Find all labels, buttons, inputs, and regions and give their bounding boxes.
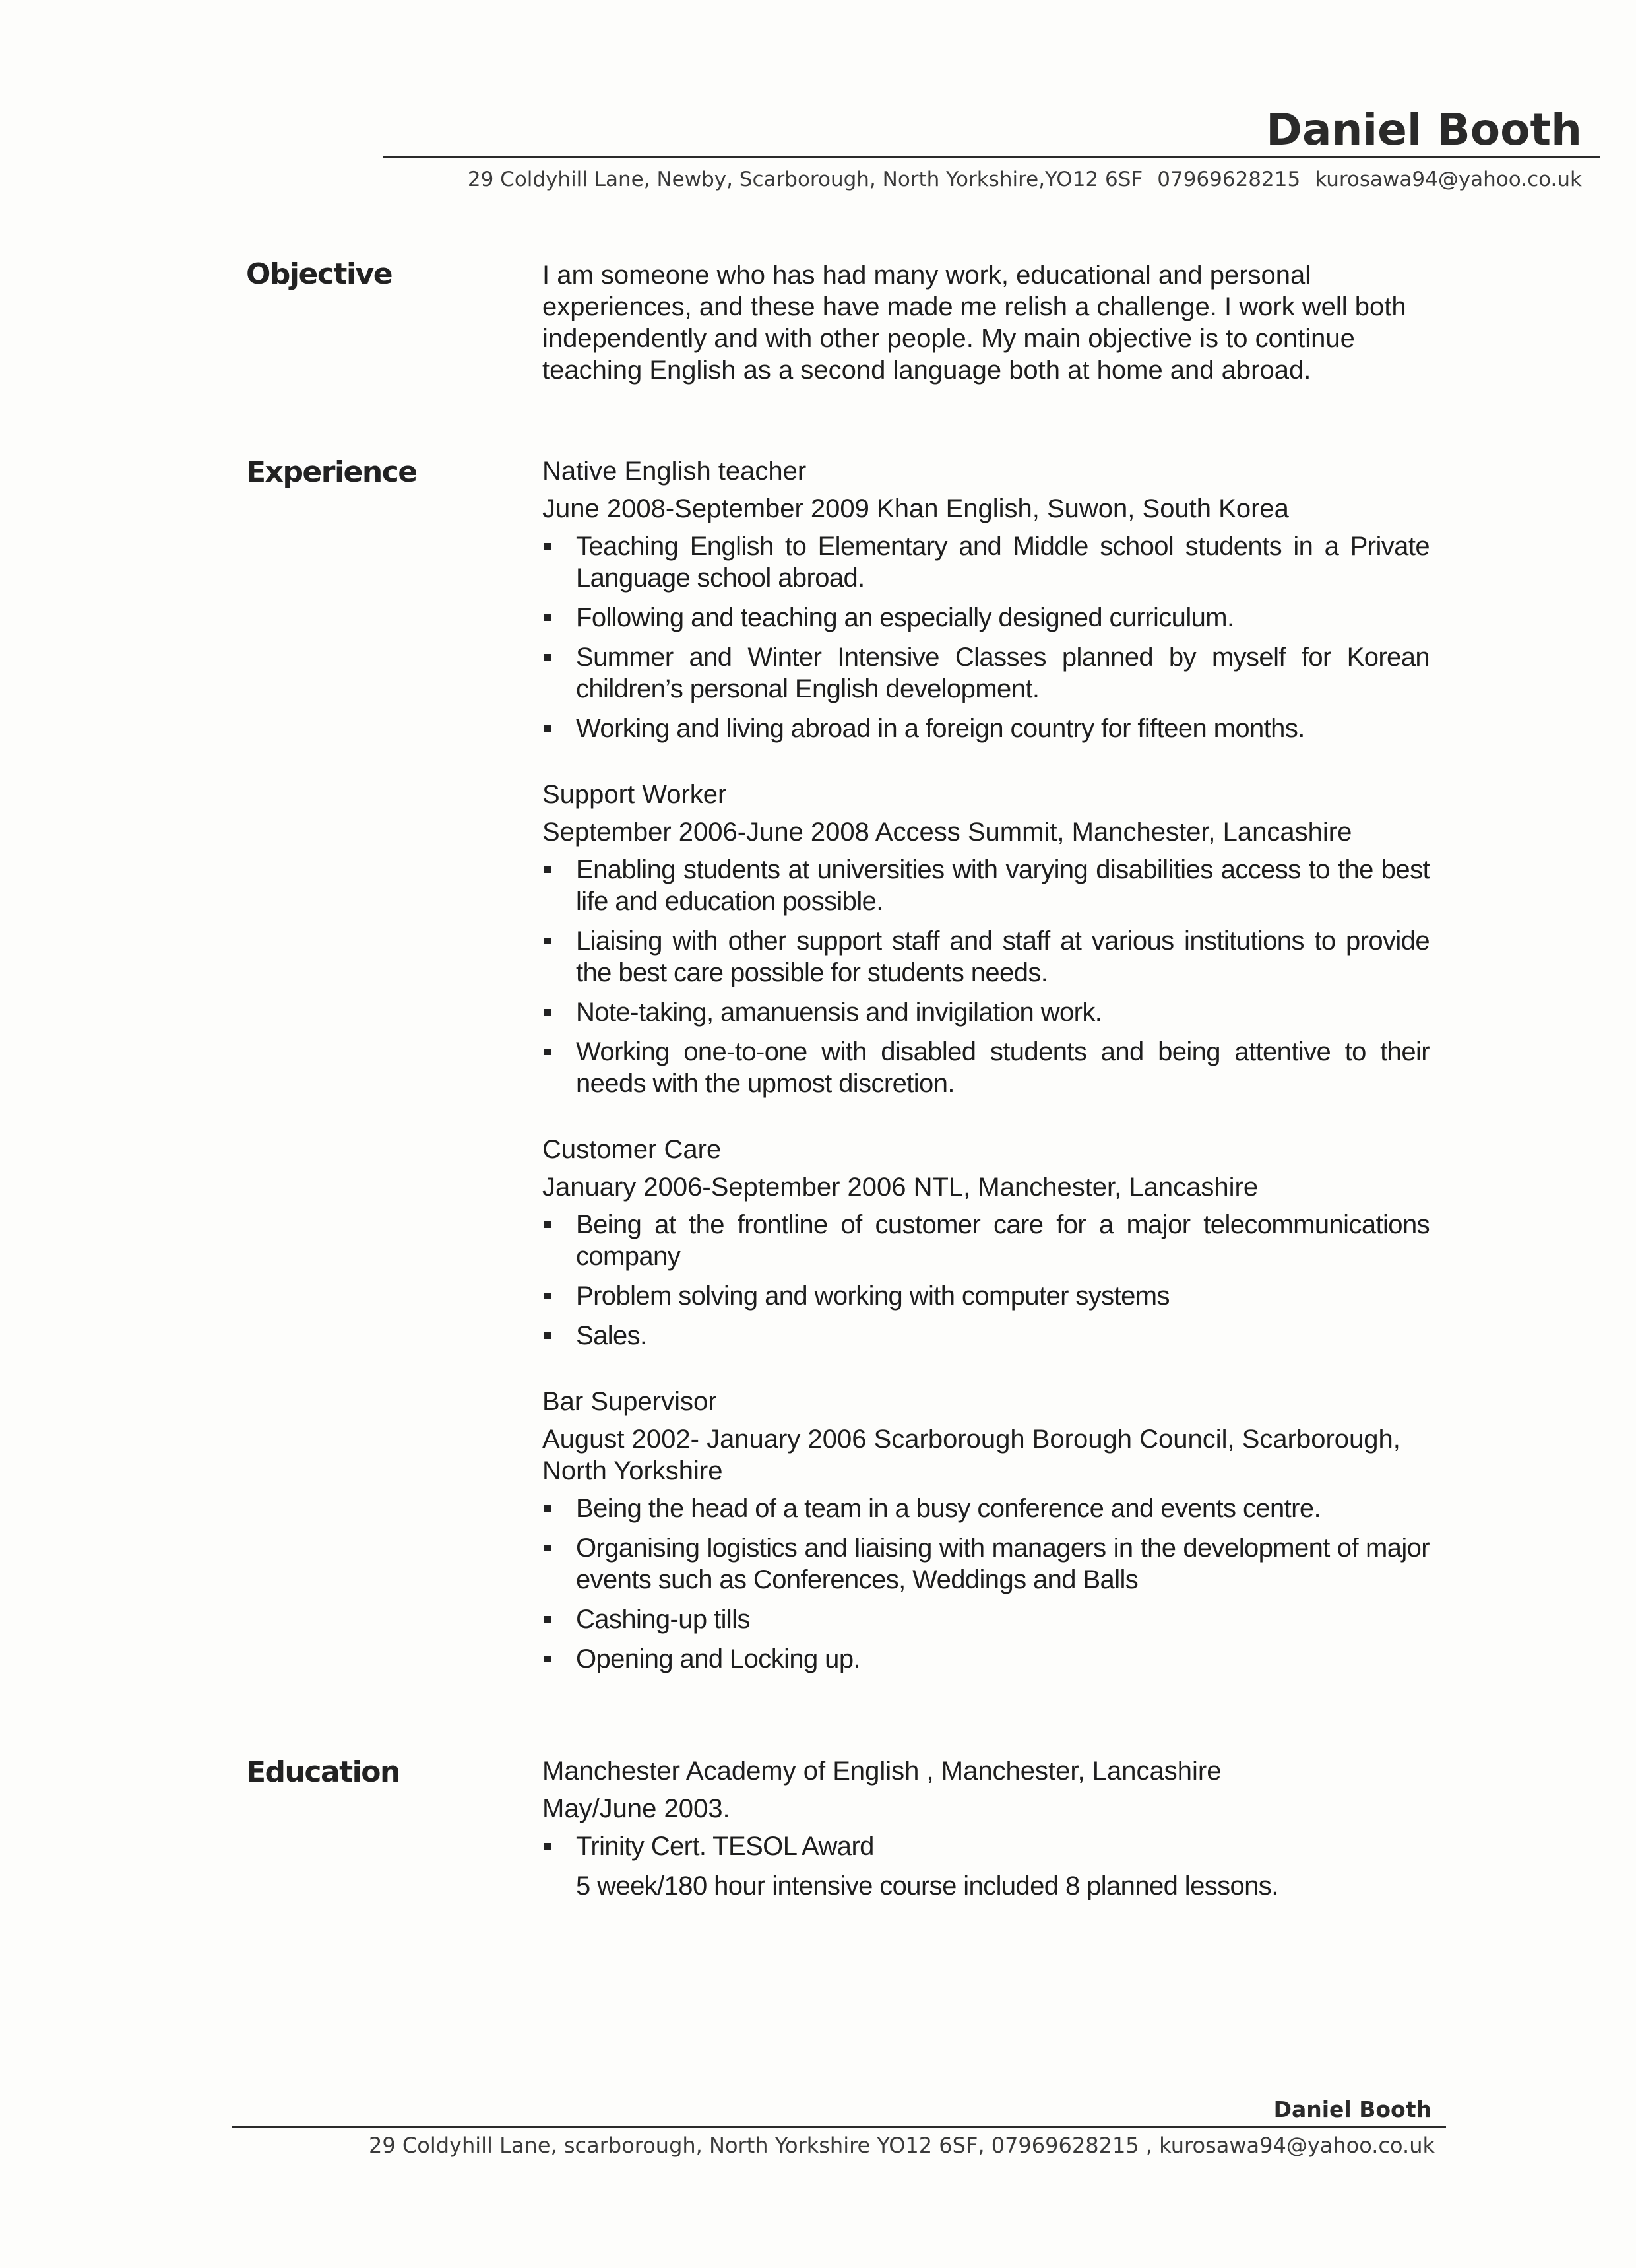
duty-item: Being the head of a team in a busy conference and events centre. bbox=[542, 1493, 1430, 1524]
experience-block bbox=[542, 455, 1430, 1709]
section-label-experience: Experience bbox=[246, 455, 417, 489]
job-entry bbox=[542, 1386, 1430, 1675]
job-dates: September 2006-June 2008 Access Summit, Manchester, Lancashire bbox=[542, 818, 1352, 847]
duty-item: Opening and Locking up. bbox=[542, 1643, 1430, 1675]
education-date: May/June 2003. bbox=[542, 1794, 730, 1823]
job-entry bbox=[542, 1134, 1430, 1351]
duty-item: Problem solving and working with computer systems bbox=[542, 1280, 1430, 1312]
job-title: Bar Supervisor bbox=[542, 1387, 717, 1416]
duty-item: Following and teaching an especially designed curriculum. bbox=[542, 602, 1430, 633]
job-duties bbox=[542, 531, 1430, 744]
header-divider bbox=[383, 156, 1600, 158]
job-title: Customer Care bbox=[542, 1135, 722, 1164]
footer-divider bbox=[232, 2126, 1446, 2128]
resume-name: Daniel Booth bbox=[1266, 104, 1582, 155]
education-block bbox=[542, 1755, 1430, 1902]
section-label-objective: Objective bbox=[246, 257, 393, 291]
job-duties bbox=[542, 1209, 1430, 1351]
header-email: kurosawa94@yahoo.co.uk bbox=[1315, 168, 1582, 191]
objective-block bbox=[542, 259, 1430, 386]
job-title: Support Worker bbox=[542, 780, 727, 809]
award-item: Trinity Cert. TESOL Award bbox=[542, 1831, 1430, 1862]
job-dates: June 2008-September 2009 Khan English, Suwon, South Korea bbox=[542, 494, 1289, 523]
education-institution: Manchester Academy of English , Manchester, Lancashire bbox=[542, 1757, 1222, 1786]
job-entry bbox=[542, 455, 1430, 744]
duty-item: Sales. bbox=[542, 1320, 1430, 1351]
footer-name: Daniel Booth bbox=[1273, 2096, 1432, 2122]
job-entry bbox=[542, 779, 1430, 1099]
education-note: 5 week/180 hour intensive course included 8 planned lessons. bbox=[576, 1871, 1278, 1900]
header-contact bbox=[468, 168, 1582, 191]
job-title: Native English teacher bbox=[542, 457, 807, 486]
duty-item: Working one-to-one with disabled students and being attentive to their needs with the upmost discretion. bbox=[542, 1036, 1430, 1099]
duty-item: Working and living abroad in a foreign country for fifteen months. bbox=[542, 713, 1430, 744]
header-phone: 07969628215 bbox=[1157, 168, 1301, 191]
header-address: 29 Coldyhill Lane, Newby, Scarborough, North Yorkshire,YO12 6SF bbox=[467, 168, 1143, 191]
duty-item: Teaching English to Elementary and Middle school students in a Private Language school abroad. bbox=[542, 531, 1430, 594]
footer-contact: 29 Coldyhill Lane, scarborough, North Yorkshire YO12 6SF, 07969628215 , kurosawa94@yahoo.co.uk bbox=[369, 2133, 1435, 2158]
duty-item: Organising logistics and liaising with managers in the development of major events such as Conferences, Weddings and Balls bbox=[542, 1532, 1430, 1596]
duty-item: Enabling students at universities with varying disabilities access to the best life and education possible. bbox=[542, 854, 1430, 917]
section-label-education: Education bbox=[246, 1755, 400, 1789]
duty-item: Liaising with other support staff and staff at various institutions to provide the best care possible for students needs. bbox=[542, 925, 1430, 988]
job-dates: January 2006-September 2006 NTL, Manchester, Lancashire bbox=[542, 1173, 1259, 1202]
duty-item: Cashing-up tills bbox=[542, 1604, 1430, 1635]
education-awards bbox=[542, 1831, 1430, 1862]
job-dates: August 2002- January 2006 Scarborough Borough Council, Scarborough, North Yorkshire bbox=[542, 1425, 1400, 1485]
duty-item: Being at the frontline of customer care for a major telecommunications company bbox=[542, 1209, 1430, 1272]
duty-item: Summer and Winter Intensive Classes planned by myself for Korean children’s personal English development. bbox=[542, 641, 1430, 705]
objective-text: I am someone who has had many work, educational and personal experiences, and these have made me relish a challenge. I work well both independently and with other people. My main objective is to continue teaching English as a second language both at home and abroad. bbox=[542, 261, 1406, 385]
duty-item: Note-taking, amanuensis and invigilation work. bbox=[542, 996, 1430, 1028]
job-duties bbox=[542, 1493, 1430, 1675]
job-duties bbox=[542, 854, 1430, 1099]
